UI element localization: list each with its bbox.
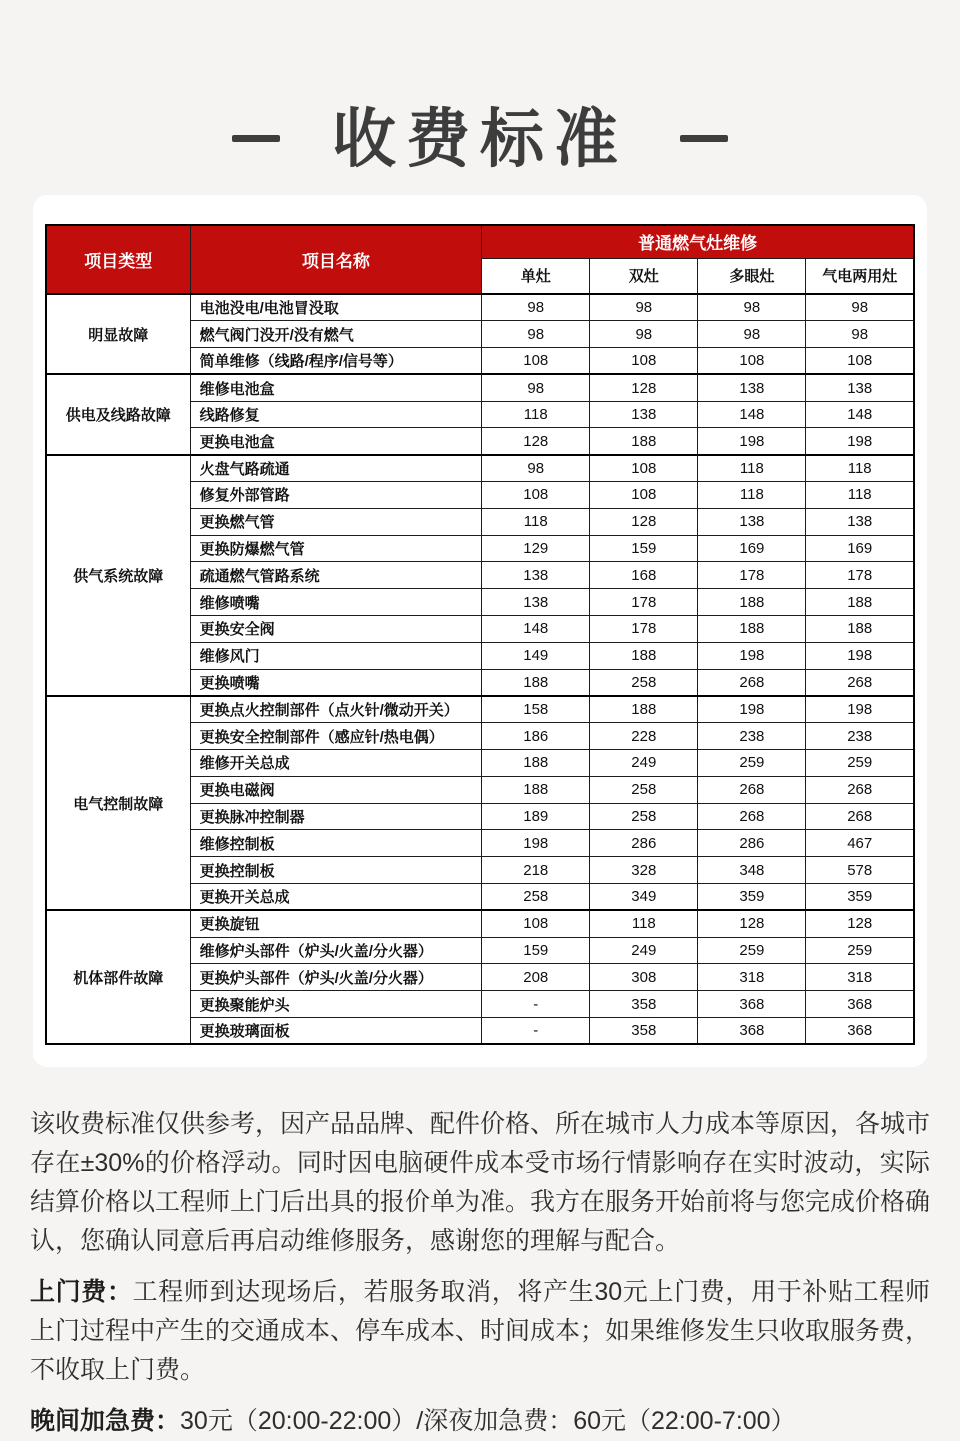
price-cell: 467	[806, 830, 914, 857]
price-cell: 108	[590, 482, 698, 509]
item-name-cell: 更换电磁阀	[190, 776, 482, 803]
price-cell: 159	[590, 535, 698, 562]
item-name-cell: 更换喷嘴	[190, 669, 482, 696]
price-cell: 98	[806, 294, 914, 321]
item-name-cell: 维修风门	[190, 642, 482, 669]
price-cell: 98	[590, 294, 698, 321]
item-name-cell: 更换聚能炉头	[190, 991, 482, 1018]
price-cell: 118	[590, 910, 698, 937]
price-cell: 286	[590, 830, 698, 857]
table-row	[46, 696, 914, 723]
price-cell: 368	[806, 1018, 914, 1045]
category-cell: 供气系统故障	[46, 455, 190, 696]
price-cell: 259	[806, 750, 914, 777]
price-cell: 349	[590, 884, 698, 911]
price-cell: 258	[590, 776, 698, 803]
price-cell: 118	[482, 508, 590, 535]
price-cell: 128	[590, 508, 698, 535]
price-cell: 149	[482, 642, 590, 669]
table-row	[46, 455, 914, 482]
item-name-cell: 维修炉头部件（炉头/火盖/分火器）	[190, 937, 482, 964]
price-cell: 148	[482, 616, 590, 643]
price-cell: 258	[590, 669, 698, 696]
price-cell: 268	[698, 776, 806, 803]
price-cell: 258	[482, 884, 590, 911]
price-cell: 228	[590, 723, 698, 750]
price-table	[45, 224, 915, 1045]
price-cell: 188	[482, 776, 590, 803]
price-cell: 148	[806, 401, 914, 428]
price-cell: 129	[482, 535, 590, 562]
price-cell: 138	[698, 508, 806, 535]
category-cell: 供电及线路故障	[46, 374, 190, 454]
price-cell: 98	[482, 455, 590, 482]
item-name-cell: 更换开关总成	[190, 884, 482, 911]
price-cell: 249	[590, 937, 698, 964]
price-cell: 188	[590, 642, 698, 669]
price-cell: 188	[806, 589, 914, 616]
price-cell: 268	[698, 803, 806, 830]
price-cell: 138	[806, 508, 914, 535]
price-cell: 208	[482, 964, 590, 991]
item-name-cell: 更换燃气管	[190, 508, 482, 535]
price-cell: 188	[590, 428, 698, 455]
price-cell: 178	[590, 616, 698, 643]
header-item-name: 项目名称	[190, 225, 482, 294]
category-cell: 电气控制故障	[46, 696, 190, 910]
header-item-type: 项目类型	[46, 225, 190, 294]
price-cell: 188	[590, 696, 698, 723]
price-cell: 108	[482, 348, 590, 375]
title-row	[0, 0, 960, 195]
price-cell: 318	[698, 964, 806, 991]
price-cell: 108	[698, 348, 806, 375]
price-cell: 169	[698, 535, 806, 562]
header-col-gas-electric-stove: 气电两用灶	[806, 258, 914, 294]
price-cell: 128	[806, 910, 914, 937]
price-cell: 268	[806, 803, 914, 830]
header-col-single-stove: 单灶	[482, 258, 590, 294]
price-cell: 268	[806, 669, 914, 696]
item-name-cell: 更换防爆燃气管	[190, 535, 482, 562]
item-name-cell: 燃气阀门没开/没有燃气	[190, 321, 482, 348]
price-cell: 118	[698, 482, 806, 509]
item-name-cell: 更换安全控制部件（感应针/热电偶）	[190, 723, 482, 750]
price-cell: 128	[590, 374, 698, 401]
disclaimer-paragraph	[30, 1105, 930, 1261]
price-cell: 348	[698, 857, 806, 884]
price-cell: -	[482, 991, 590, 1018]
price-cell: 118	[806, 482, 914, 509]
item-name-cell: 火盘气路疏通	[190, 455, 482, 482]
price-cell: 108	[482, 482, 590, 509]
price-cell: 358	[590, 1018, 698, 1045]
price-cell: 148	[698, 401, 806, 428]
price-cell: 159	[482, 937, 590, 964]
table-row	[46, 374, 914, 401]
price-cell: 138	[482, 589, 590, 616]
price-cell: 318	[806, 964, 914, 991]
price-cell: 218	[482, 857, 590, 884]
price-cell: 138	[482, 562, 590, 589]
price-cell: 98	[590, 321, 698, 348]
door-fee-paragraph	[30, 1273, 930, 1390]
price-cell: 98	[482, 294, 590, 321]
price-cell: 168	[590, 562, 698, 589]
price-cell: 328	[590, 857, 698, 884]
night-fee-label: 晚间加急费：	[30, 1407, 181, 1436]
price-cell: 98	[482, 321, 590, 348]
price-cell: 198	[698, 642, 806, 669]
price-table-body	[46, 294, 914, 1044]
price-cell: 188	[698, 589, 806, 616]
price-cell: 268	[698, 669, 806, 696]
price-cell: 118	[482, 401, 590, 428]
item-name-cell: 更换炉头部件（炉头/火盖/分火器）	[190, 964, 482, 991]
price-cell: 138	[698, 374, 806, 401]
price-cell: 178	[698, 562, 806, 589]
item-name-cell: 更换控制板	[190, 857, 482, 884]
title-dash-right-icon	[680, 135, 728, 142]
price-cell: 178	[806, 562, 914, 589]
price-cell: 118	[698, 455, 806, 482]
price-cell: 128	[698, 910, 806, 937]
price-cell: 198	[482, 830, 590, 857]
price-cell: 259	[698, 750, 806, 777]
item-name-cell: 线路修复	[190, 401, 482, 428]
price-cell: 268	[806, 776, 914, 803]
item-name-cell: 维修喷嘴	[190, 589, 482, 616]
category-cell: 机体部件故障	[46, 910, 190, 1044]
item-name-cell: 更换旋钮	[190, 910, 482, 937]
item-name-cell: 维修电池盒	[190, 374, 482, 401]
price-cell: 98	[698, 321, 806, 348]
item-name-cell: 更换安全阀	[190, 616, 482, 643]
price-cell: 138	[590, 401, 698, 428]
price-cell: 108	[590, 348, 698, 375]
header-span-repair-type: 普通燃气灶维修	[482, 225, 914, 258]
table-row	[46, 910, 914, 937]
table-row	[46, 294, 914, 321]
page-title: 收费标准	[332, 102, 628, 175]
price-cell: 189	[482, 803, 590, 830]
price-cell: 98	[698, 294, 806, 321]
price-cell: 368	[698, 991, 806, 1018]
price-cell: 188	[482, 669, 590, 696]
price-cell: 368	[806, 991, 914, 1018]
item-name-cell: 更换脉冲控制器	[190, 803, 482, 830]
door-fee-text: 工程师到达现场后，若服务取消，将产生30元上门费，用于补贴工程师上门过程中产生的交通成本、停车成本、时间成本；如果维修发生只收取服务费，不收取上门费。	[30, 1278, 931, 1385]
item-name-cell: 电池没电/电池冒没取	[190, 294, 482, 321]
price-cell: 238	[806, 723, 914, 750]
disclaimer-text: 该收费标准仅供参考，因产品品牌、配件价格、所在城市人力成本等原因，各城市存在±30%的价格浮动。同时因电脑硬件成本受市场行情影响存在实时波动，实际结算价格以工程师上门后出具的报价单为准。我方在服务开始前将与您完成价格确认，您确认同意后再启动维修服务，感谢您的理解与配合。	[30, 1110, 931, 1256]
item-name-cell: 维修开关总成	[190, 750, 482, 777]
price-cell: 188	[698, 616, 806, 643]
item-name-cell: 维修控制板	[190, 830, 482, 857]
price-cell: 128	[482, 428, 590, 455]
price-cell: 188	[806, 616, 914, 643]
title-dash-left-icon	[232, 135, 280, 142]
price-cell: 108	[482, 910, 590, 937]
price-cell: 198	[806, 428, 914, 455]
header-col-double-stove: 双灶	[590, 258, 698, 294]
price-cell: 259	[698, 937, 806, 964]
price-cell: 198	[698, 428, 806, 455]
price-cell: 259	[806, 937, 914, 964]
price-cell: 359	[698, 884, 806, 911]
price-cell: 98	[806, 321, 914, 348]
price-cell: 368	[698, 1018, 806, 1045]
item-name-cell: 更换玻璃面板	[190, 1018, 482, 1045]
price-cell: 108	[806, 348, 914, 375]
price-cell: 359	[806, 884, 914, 911]
price-cell: -	[482, 1018, 590, 1045]
item-name-cell: 修复外部管路	[190, 482, 482, 509]
price-cell: 198	[806, 642, 914, 669]
night-fee-paragraph	[30, 1402, 930, 1441]
item-name-cell: 更换电池盒	[190, 428, 482, 455]
price-cell: 186	[482, 723, 590, 750]
category-cell: 明显故障	[46, 294, 190, 374]
price-cell: 286	[698, 830, 806, 857]
item-name-cell: 疏通燃气管路系统	[190, 562, 482, 589]
price-cell: 118	[806, 455, 914, 482]
price-cell: 158	[482, 696, 590, 723]
price-cell: 108	[590, 455, 698, 482]
price-cell: 238	[698, 723, 806, 750]
price-cell: 358	[590, 991, 698, 1018]
door-fee-label: 上门费：	[30, 1278, 133, 1307]
price-cell: 198	[806, 696, 914, 723]
price-cell: 138	[806, 374, 914, 401]
item-name-cell: 更换点火控制部件（点火针/微动开关）	[190, 696, 482, 723]
item-name-cell: 简单维修（线路/程序/信号等）	[190, 348, 482, 375]
price-cell: 258	[590, 803, 698, 830]
price-cell: 308	[590, 964, 698, 991]
price-cell: 578	[806, 857, 914, 884]
price-cell: 249	[590, 750, 698, 777]
night-fee-text: 30元（20:00-22:00）/深夜加急费：60元（22:00-7:00）	[180, 1407, 796, 1436]
price-cell: 169	[806, 535, 914, 562]
notes-section	[30, 1105, 930, 1441]
price-card	[33, 195, 927, 1067]
header-col-multi-eye-stove: 多眼灶	[698, 258, 806, 294]
price-cell: 198	[698, 696, 806, 723]
price-cell: 98	[482, 374, 590, 401]
price-cell: 178	[590, 589, 698, 616]
price-cell: 188	[482, 750, 590, 777]
